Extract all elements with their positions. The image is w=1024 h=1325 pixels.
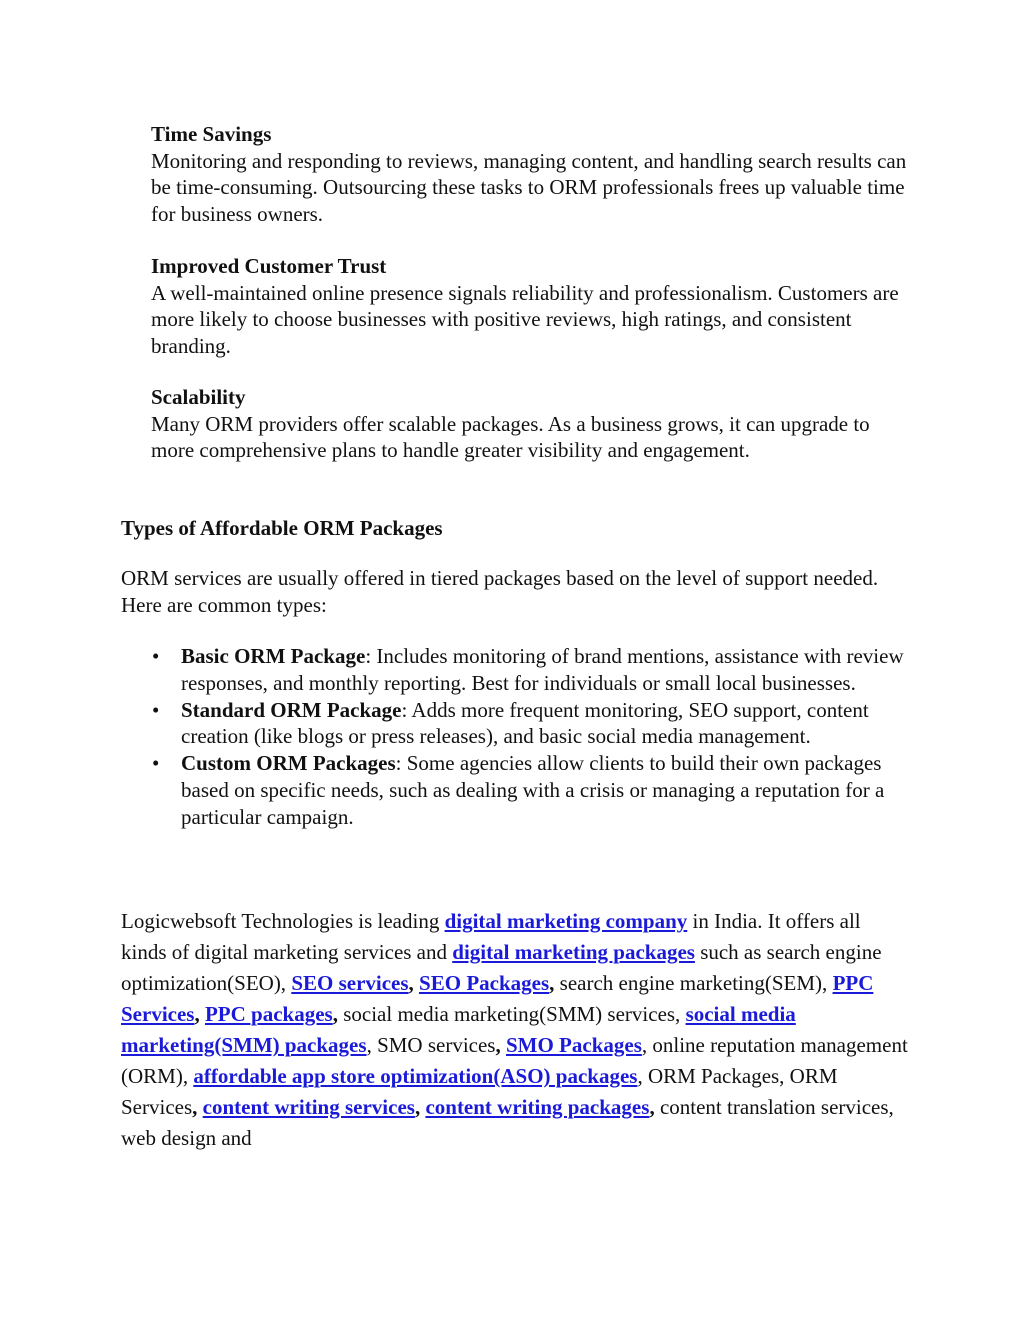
comma: ,	[495, 1033, 501, 1057]
package-description: : Includes monitoring of brand mentions, assistance with review responses, and monthly reporting. Best for individuals or small local businesses.	[181, 644, 904, 695]
comma: ,	[414, 1095, 421, 1119]
smo-packages-link[interactable]: SMO Packages	[505, 1033, 642, 1057]
paragraph-text: such as search engine optimization(SEO),	[121, 940, 882, 995]
ppc-services-link[interactable]: PPC Services	[121, 971, 874, 1026]
smm-packages-link[interactable]: social media marketing(SMM) packages	[121, 1002, 796, 1057]
package-term: Basic ORM Package	[181, 644, 366, 668]
section-intro: ORM services are usually offered in tiered packages based on the level of support needed. Here are common types:	[121, 566, 879, 617]
package-description: : Some agencies allow clients to build their own packages based on specific needs, such as dealing with a crisis or managing a reputation for a particular campaign.	[181, 751, 885, 829]
paragraph-text: search engine marketing(SEM),	[554, 971, 833, 995]
benefit-heading: Improved Customer Trust	[151, 254, 387, 278]
digital-marketing-packages-link[interactable]: digital marketing packages	[452, 940, 695, 964]
paragraph-text: in India. It offers all kinds of digital marketing services and	[121, 909, 861, 964]
ppc-packages-link[interactable]: PPC packages	[204, 1002, 333, 1026]
list-item	[121, 697, 911, 751]
benefit-scalability	[151, 384, 911, 464]
closing-paragraph	[121, 906, 911, 1154]
seo-packages-link[interactable]: SEO Packages	[419, 971, 550, 995]
content-writing-packages-link[interactable]: content writing packages	[425, 1095, 650, 1119]
paragraph-text: social media marketing(SMM) services,	[337, 1002, 686, 1026]
section-heading: Types of Affordable ORM Packages	[121, 516, 443, 540]
package-list	[121, 643, 911, 831]
seo-services-link[interactable]: SEO services	[291, 971, 409, 995]
benefit-customer-trust	[151, 253, 911, 359]
aso-packages-link[interactable]: affordable app store optimization(ASO) packages	[193, 1064, 638, 1088]
paragraph-text: content translation services, web design and	[121, 1095, 894, 1150]
benefit-body: Monitoring and responding to reviews, managing content, and handling search results can be time-consuming. Outsourcing these tasks to ORM professionals frees up valuable time for business owners.	[151, 148, 907, 226]
comma: ,	[408, 971, 414, 995]
list-item	[121, 643, 911, 697]
digital-marketing-company-link[interactable]: digital marketing company	[444, 909, 688, 933]
paragraph-text: , SMO services	[366, 1033, 496, 1057]
comma: ,	[192, 1095, 198, 1119]
benefit-time-savings	[151, 121, 911, 227]
package-term: Standard ORM Package	[181, 697, 402, 722]
bullet-icon: •	[152, 644, 160, 668]
list-item	[121, 750, 911, 830]
paragraph-text: , ORM Packages, ORM Services	[121, 1064, 838, 1119]
comma: ,	[194, 1002, 200, 1026]
content-writing-services-link[interactable]: content writing services	[202, 1095, 415, 1119]
benefit-heading: Time Savings	[151, 122, 272, 146]
paragraph-text: Logicwebsoft Technologies is leading	[121, 909, 445, 933]
comma: ,	[549, 971, 555, 995]
benefit-body: Many ORM providers offer scalable packages. As a business grows, it can upgrade to more comprehensive plans to handle greater visibility and engagement.	[151, 411, 870, 462]
package-term: Custom ORM Packages	[181, 751, 396, 776]
paragraph-text: , online reputation management (ORM),	[121, 1033, 908, 1088]
package-description: : Adds more frequent monitoring, SEO support, content creation (like blogs or press releases), and basic social media management.	[181, 697, 869, 749]
benefit-heading: Scalability	[151, 385, 246, 409]
comma: ,	[332, 1002, 338, 1026]
bullet-icon: •	[152, 697, 160, 722]
bullet-icon: •	[152, 751, 160, 776]
benefit-body: A well-maintained online presence signals reliability and professionalism. Customers are more likely to choose businesses with positive reviews, high ratings, and consistent branding.	[151, 280, 899, 358]
comma: ,	[649, 1095, 655, 1119]
